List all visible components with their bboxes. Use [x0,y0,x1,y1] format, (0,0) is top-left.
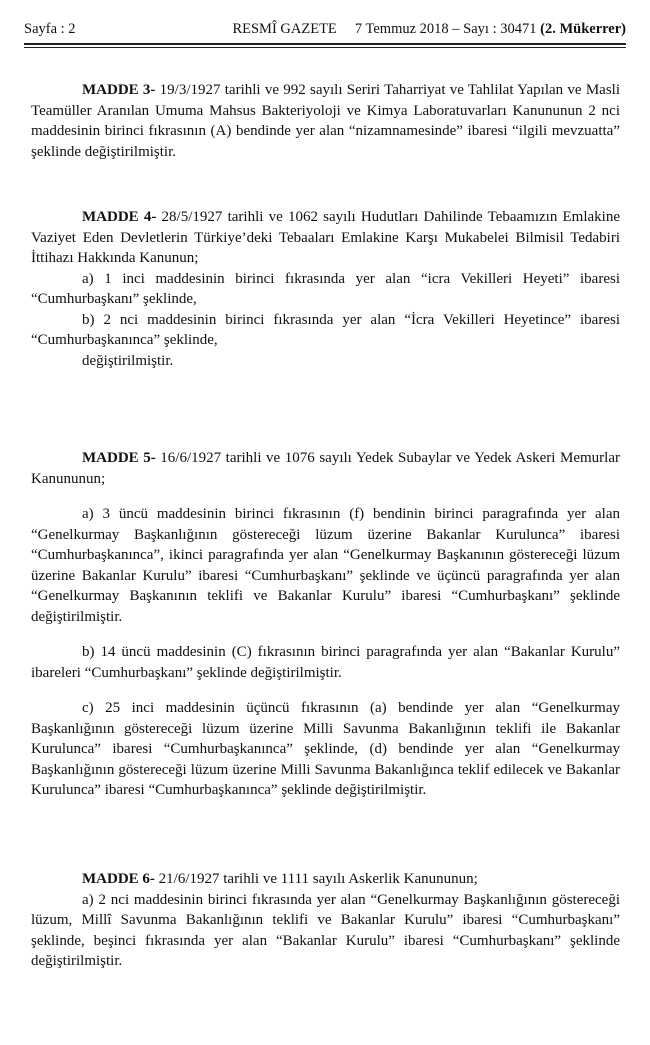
clause-a: a) 3 üncü maddesinin birinci fıkrasının (f) bendinin birinci paragrafında yer alan “Genelkurmay Başkanlığının göstereceği lüzum üzerine Bakanlar Kurulunca” ibaresi “Cumhurbaşkanınca”, ikinci paragrafında yer alan “Genelkurmay Başkanının göstereceği lüzum üzerine Bakanlar Kurulu” ibaresi “Cumhurbaşkanı” şeklinde ve üçüncü paragrafında yer alan “Genelkurmay Başkanının teklifi ve Bakanlar Kurulu” ibaresi “Cumhurbaşkanı” şeklinde değiştirilmiştir. [31,506,620,625]
article-paragraph [31,207,620,269]
clause-a: a) 1 inci maddesinin birinci fıkrasında yer alan “icra Vekilleri Heyeti” ibaresi “Cumhurbaşkanı” şeklinde, [31,270,620,307]
article-6 [31,869,620,972]
closing-text: değiştirilmiştir. [82,352,174,369]
article-5 [31,448,620,801]
article-text: 19/3/1927 tarihli ve 992 sayılı Seriri Taharriyat ve Tahlilat Yapılan ve Masli Teamüller Aranılan Umuma Mahsus Bakteriyoloji ve Kimya Laboratuvarları Kanununun 2 nci maddesinin birinci fıkrasının (A) bendinde yer alan “nizamnamesinde” ibaresi “ilgili mevzuatta” şeklinde değiştirilmiştir. [31,82,620,160]
article-title: MADDE 4- [82,209,157,225]
article-text: 16/6/1927 tarihli ve 1076 sayılı Yedek Subaylar ve Yedek Askeri Memurlar Kanununun; [31,450,620,487]
article-text: 21/6/1927 tarihli ve 1111 sayılı Askerlik Kanununun; [154,871,478,887]
clause-c: c) 25 inci maddesinin üçüncü fıkrasının (a) bendinde yer alan “Genelkurmay Başkanlığının göstereceği lüzum üzerine Milli Savunma Bakanlığının teklifi ile Bakanlar Kurulunca” ibaresi “Cumhurbaşkanınca” şeklinde, (d) bendinde yer alan “Genelkurmay Başkanlığının göstereceği lüzum üzerine Milli Savunma Bakanlığınca teklif edilecek ve Bakanlar Kurulunca” ibaresi “Cumhurbaşkanınca” şeklinde değiştirilmiştir. [31,700,620,798]
gazette-title: RESMÎ GAZETE [232,21,337,37]
article-text: 28/5/1927 tarihli ve 1062 sayılı Hudutları Dahilinde Tebaamızın Emlakine Vaziyet Eden Devletlerin Türkiye’deki Tebaaları Emlakine Karşı Mukabelei Bilmisil Tedabiri İttihazı Hakkında Kanunun; [31,209,620,266]
article-paragraph [31,448,620,489]
issue-date: 7 Temmuz 2018 – Sayı : 30471 [354,21,537,37]
article-paragraph [31,869,620,890]
article-3 [31,80,620,162]
article-paragraph [31,80,620,162]
page-number: Sayfa : 2 [24,21,76,37]
clause-b: b) 2 nci maddesinin birinci fıkrasında yer alan “İcra Vekilleri Heyetince” ibaresi “Cumhurbaşkanınca” şeklinde, [31,311,620,348]
article-title: MADDE 6- [82,871,155,887]
page-header [24,21,626,37]
article-title: MADDE 3- [82,82,156,98]
supplement-label: (2. Mükerrer) [540,21,626,37]
article-4 [31,207,620,371]
clause-a: a) 2 nci maddesinin birinci fıkrasında yer alan “Genelkurmay Başkanlığının göstereceği lüzum, Millî Savunma Bakanlığının teklifi ve Bakanlar Kurulu” ibaresi “Cumhurbaşkanı” şeklinde, beşinci fıkrasında yer alan “Bakanlar Kurulu” ibaresi “Cumhurbaşkanı” şeklinde değiştirilmiştir. [31,891,620,969]
clause-b: b) 14 üncü maddesinin (C) fıkrasının birinci paragrafında yer alan “Bakanlar Kurulu” ibareleri “Cumhurbaşkanı” şeklinde değiştirilmiştir. [31,644,620,681]
gazette-info [232,22,626,36]
header-rule-thick [24,43,626,45]
header-rule-thin [24,47,626,48]
article-title: MADDE 5- [82,450,156,466]
